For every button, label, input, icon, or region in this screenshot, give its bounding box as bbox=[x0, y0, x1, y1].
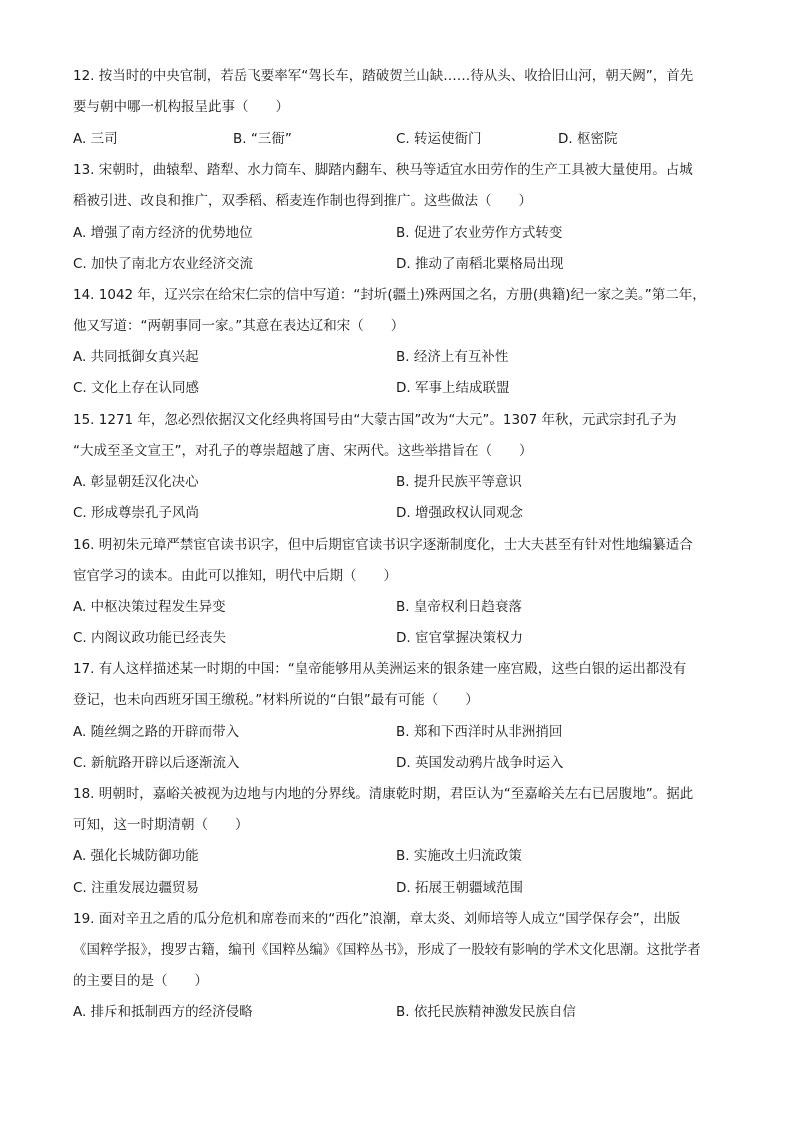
question-19-line-3: 的主要目的是（ ） bbox=[73, 973, 208, 989]
question-18-line-2: 可知，这一时期清朝（ ） bbox=[73, 817, 249, 833]
question-16-line-2: 宦官学习的读本。由此可以推知，明代中后期（ ） bbox=[73, 568, 397, 584]
question-15-line-1: 15. 1271 年，忽必烈依据汉文化经典将国号由“大蒙古国”改为“大元”。1307 年秋，元武宗封孔子为 bbox=[73, 412, 677, 428]
question-19-line-1: 19. 面对辛丑之盾的瓜分危机和席卷而来的“西化”浪潮，章太炎、刘师培等人成立“国学保存会”，出版 bbox=[73, 911, 681, 927]
question-13-option-a: A. 增强了南方经济的优势地位 bbox=[73, 225, 253, 241]
question-17-line-2: 登记，也未向西班牙国王缴税。”材料所说的“白银”最有可能（ ） bbox=[73, 692, 479, 708]
question-12-line-2: 要与朝中哪一机构报呈此事（ ） bbox=[73, 99, 289, 115]
question-12-option-d: D. 枢密院 bbox=[558, 131, 618, 147]
question-12-option-a: A. 三司 bbox=[73, 131, 118, 147]
question-18-line-1: 18. 明朝时，嘉峪关被视为边地与内地的分界线。清康乾时期，君臣认为“至嘉峪关左右已居腹地”。据此 bbox=[73, 786, 694, 802]
question-17-option-d: D. 英国发动鸦片战争时运入 bbox=[396, 755, 564, 771]
question-16-option-d: D. 宦官掌握决策权力 bbox=[396, 630, 523, 646]
question-17-option-b: B. 郑和下西洋时从非洲捎回 bbox=[396, 724, 563, 740]
question-14-line-2: 他又写道：“两朝事同一家。”其意在表达辽和宋（ ） bbox=[73, 318, 405, 334]
question-18-option-c: C. 注重发展边疆贸易 bbox=[73, 880, 200, 896]
question-12-line-1: 12. 按当时的中央官制，若岳飞要率军“驾长车，踏破贺兰山缺……待从头、收拾旧山河，朝天阙”，首先 bbox=[73, 68, 694, 84]
question-14-option-b: B. 经济上有互补性 bbox=[396, 349, 509, 365]
question-18-option-a: A. 强化长城防御功能 bbox=[73, 848, 199, 864]
question-17-option-a: A. 随丝绸之路的开辟而带入 bbox=[73, 724, 240, 740]
question-14-line-1: 14. 1042 年，辽兴宗在给宋仁宗的信中写道：“封圻(疆土)殊两国之名，方册(典籍)纪一家之美。”第二年， bbox=[73, 287, 706, 303]
question-17-option-c: C. 新航路开辟以后逐渐流入 bbox=[73, 755, 240, 771]
question-14-option-c: C. 文化上存在认同感 bbox=[73, 380, 200, 396]
question-16-option-c: C. 内阁议政功能已经丧失 bbox=[73, 630, 227, 646]
question-18-option-d: D. 拓展王朝疆域范围 bbox=[396, 880, 523, 896]
question-15-option-d: D. 增强政权认同观念 bbox=[396, 505, 523, 521]
question-17-line-1: 17. 有人这样描述某一时期的中国：“皇帝能够用从美洲运来的银条建一座宫殿，这些白银的运出都没有 bbox=[73, 661, 687, 677]
question-13-option-c: C. 加快了南北方农业经济交流 bbox=[73, 256, 254, 272]
question-12-option-c: C. 转运使衙门 bbox=[396, 131, 482, 147]
question-13-line-2: 稻被引进、改良和推广，双季稻、稻麦连作制也得到推广。这些做法（ ） bbox=[73, 193, 532, 209]
question-16-option-a: A. 中枢决策过程发生异变 bbox=[73, 599, 226, 615]
question-18-option-b: B. 实施改土归流政策 bbox=[396, 848, 522, 864]
question-14-option-d: D. 军事上结成联盟 bbox=[396, 380, 510, 396]
question-13-option-b: B. 促进了农业劳作方式转变 bbox=[396, 225, 563, 241]
question-16-option-b: B. 皇帝权利日趋衰落 bbox=[396, 599, 522, 615]
question-14-option-a: A. 共同抵御女真兴起 bbox=[73, 349, 199, 365]
question-19-option-b: B. 依托民族精神激发民族自信 bbox=[396, 1004, 576, 1020]
question-15-option-b: B. 提升民族平等意识 bbox=[396, 474, 522, 490]
question-16-line-1: 16. 明初朱元璋严禁宦官读书识字，但中后期宦官读书识字逐渐制度化，士大夫甚至有针对性地编纂适合 bbox=[73, 537, 693, 553]
question-13-line-1: 13. 宋朝时，曲辕犁、踏犁、水力筒车、脚踏内翻车、秧马等适宜水田劳作的生产工具被大量使用。占城 bbox=[73, 162, 693, 178]
question-19-option-a: A. 排斥和抵制西方的经济侵略 bbox=[73, 1004, 253, 1020]
question-15-option-a: A. 彰显朝廷汉化决心 bbox=[73, 474, 199, 490]
question-19-line-2: 《国粹学报》，搜罗古籍，编刊《国粹丛编》《国粹丛书》，形成了一股较有影响的学术文化思潮。这批学者 bbox=[73, 942, 701, 958]
question-13-option-d: D. 推动了南稻北粟格局出现 bbox=[396, 256, 564, 272]
question-15-option-c: C. 形成尊崇孔子风尚 bbox=[73, 505, 200, 521]
question-15-line-2: “大成至圣文宣王”，对孔子的尊崇超越了唐、宋两代。这些举措旨在（ ） bbox=[73, 443, 533, 459]
question-12-option-b: B. “三衙” bbox=[233, 131, 292, 147]
